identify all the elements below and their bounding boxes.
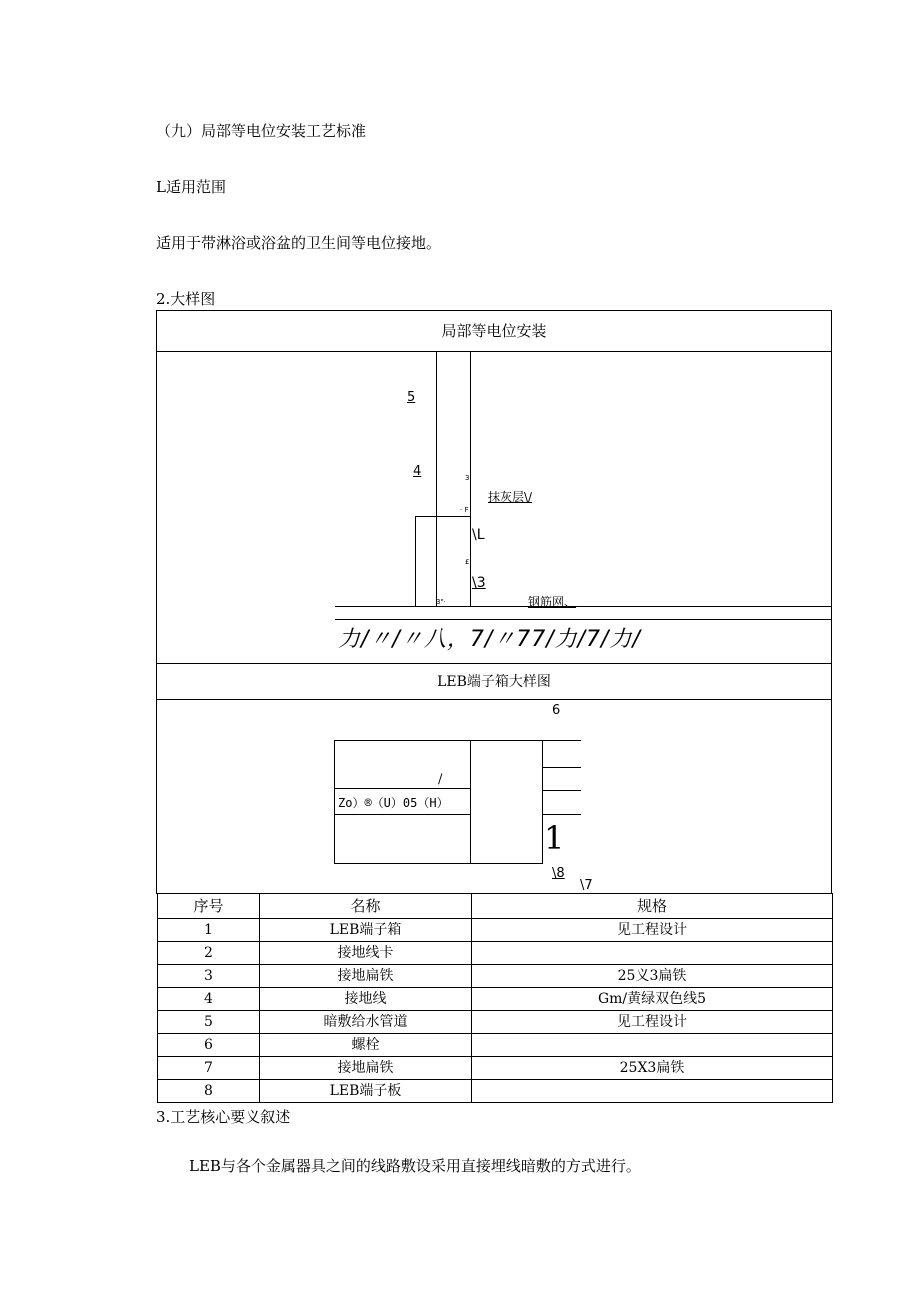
section-3-title: 3.工艺核心要义叙述 [156, 1108, 291, 1126]
small-mark-f: · F [460, 506, 469, 514]
table-row [158, 919, 833, 942]
leb-left-divider-1 [334, 788, 471, 789]
section-3-body: LEB与各个金属器具之间的线路敷设采用直接埋线暗敷的方式进行。 [189, 1157, 641, 1175]
cell-name: 接地扁铁 [260, 1057, 472, 1080]
cell-spec: 25义3扁铁 [472, 965, 833, 988]
table-row [158, 965, 833, 988]
cell-spec [472, 1034, 833, 1057]
terminal-row-text: Zo）®（U）05（H） [338, 796, 449, 810]
cell-name: LEB端子箱 [260, 919, 472, 942]
cell-spec: 25X3扁铁 [472, 1057, 833, 1080]
small-mark-3b: 3"· [436, 598, 446, 606]
leb-box-middle-panel [470, 740, 543, 864]
callout-7: \7 [580, 878, 593, 893]
callout-6: 6 [552, 703, 561, 718]
leb-left-divider-2 [334, 814, 471, 815]
section-1-body: 适用于带淋浴或浴盆的卫生间等电位接地。 [156, 234, 442, 252]
table-row [158, 942, 833, 965]
cell-name: 螺栓 [260, 1034, 472, 1057]
callout-4: 4 [413, 464, 422, 479]
table-row [158, 1011, 833, 1034]
section-2-title: 2.大样图 [156, 290, 216, 308]
plaster-layer-label: 抹灰层\∕ [488, 490, 533, 504]
leb-right-line-4 [542, 814, 581, 815]
figure-1-bottom-divider [156, 663, 832, 664]
rebar-mesh-label: 钢筋网、 [528, 595, 577, 609]
cell-name: 接地线卡 [260, 942, 472, 965]
small-mark-pound: £ [465, 558, 470, 566]
cell-name: LEB端子板 [260, 1080, 472, 1103]
cell-index: 4 [158, 988, 260, 1011]
header-spec: 规格 [472, 894, 833, 919]
cell-index: 1 [158, 919, 260, 942]
cell-index: 2 [158, 942, 260, 965]
callout-8: \8 [552, 866, 565, 881]
table-header-row [158, 894, 833, 919]
cell-spec: Gm/黄绿双色线5 [472, 988, 833, 1011]
floor-top-line [335, 606, 832, 607]
cell-index: 8 [158, 1080, 260, 1103]
terminal-box-outline [415, 516, 471, 607]
parts-table [157, 893, 833, 1103]
document-heading: （九）局部等电位安装工艺标准 [156, 122, 367, 140]
small-mark-3: 3 [465, 474, 470, 482]
cell-spec: 见工程设计 [472, 919, 833, 942]
leb-right-line-3 [542, 790, 581, 791]
callout-l: \L [472, 527, 485, 543]
big-numeral-1: 1 [544, 819, 565, 857]
leb-right-line-1 [542, 740, 581, 741]
section-1-title: L适用范围 [156, 178, 226, 196]
slash-mark: / [438, 772, 443, 787]
floor-bottom-line [335, 619, 832, 620]
cell-spec [472, 1080, 833, 1103]
table-row [158, 1080, 833, 1103]
header-name: 名称 [260, 894, 472, 919]
header-index: 序号 [158, 894, 260, 919]
cell-name: 暗敷给水管道 [260, 1011, 472, 1034]
cell-index: 6 [158, 1034, 260, 1057]
cell-index: 5 [158, 1011, 260, 1034]
figure-2-title: LEB端子箱大样图 [437, 674, 551, 690]
leb-right-line-2 [542, 767, 581, 768]
cell-spec [472, 942, 833, 965]
callout-3: \3 [472, 575, 486, 591]
table-row [158, 1034, 833, 1057]
cell-index: 7 [158, 1057, 260, 1080]
callout-5: 5 [407, 390, 416, 405]
table-row [158, 988, 833, 1011]
table-row [158, 1057, 833, 1080]
floor-hatch-text: 力/〃/〃八，7/〃77/力/7/力/ [338, 627, 641, 652]
cell-spec: 见工程设计 [472, 1011, 833, 1034]
figure-2-title-divider [156, 699, 832, 700]
figure-1-title: 局部等电位安装 [441, 322, 547, 340]
figure-1-title-divider [156, 351, 832, 352]
cell-index: 3 [158, 965, 260, 988]
cell-name: 接地扁铁 [260, 965, 472, 988]
cell-name: 接地线 [260, 988, 472, 1011]
